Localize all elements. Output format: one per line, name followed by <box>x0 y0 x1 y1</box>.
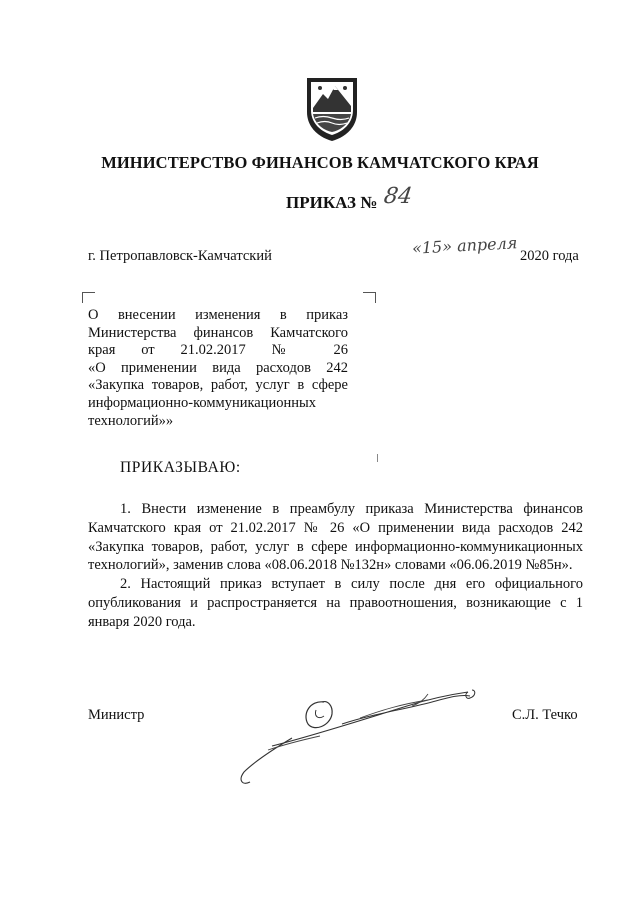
kamchatka-coat-of-arms-icon <box>305 74 359 142</box>
order-number-handwritten: 84 <box>382 184 414 209</box>
subject-line: технологий»» <box>88 412 174 429</box>
year-label: 2020 года <box>520 248 579 264</box>
subject-line: «О применении вида расходов 242 <box>88 359 348 376</box>
city-label: г. Петропавловск-Камчатский <box>88 248 272 264</box>
order-body <box>88 500 583 632</box>
subject-line: Министерства финансов Камчатского <box>88 324 348 341</box>
signer-position: Министр <box>88 707 145 723</box>
handwritten-signature-icon <box>232 680 494 790</box>
order-paragraph: 2. Настоящий приказ вступает в силу после дня его официального опубликования и распространяется на правоотношения, возникающие с 1 января 2020 года. <box>88 576 583 630</box>
order-paragraph: 1. Внести изменение в преамбулу приказа Министерства финансов Камчатского края от 21.02.2017 № 26 «О применении вида расходов 242 «Закупка товаров, работ, услуг в сфере информационно-коммуникационных технологий», заменив слова «08.06.2018 №132н» словами «06.06.2019 №85н». <box>88 501 583 574</box>
order-subject <box>88 307 348 430</box>
order-title: ПРИКАЗ № <box>286 193 378 212</box>
subject-corner-mark-left <box>82 292 95 303</box>
subject-line: информационно-коммуникационных <box>88 394 317 411</box>
margin-mark <box>377 454 378 462</box>
subject-line: края от 21.02.2017 № 26 <box>88 342 348 359</box>
subject-line: О внесении изменения в приказ <box>88 307 348 323</box>
date-handwritten: «15» апреля <box>411 233 518 258</box>
order-directive-heading: ПРИКАЗЫВАЮ: <box>120 459 241 476</box>
signer-name: С.Л. Течко <box>512 707 578 723</box>
subject-corner-mark-right <box>363 292 376 303</box>
subject-line: «Закупка товаров, работ, услуг в сфере <box>88 377 348 394</box>
ministry-title: МИНИСТЕРСТВО ФИНАНСОВ КАМЧАТСКОГО КРАЯ <box>101 153 539 172</box>
